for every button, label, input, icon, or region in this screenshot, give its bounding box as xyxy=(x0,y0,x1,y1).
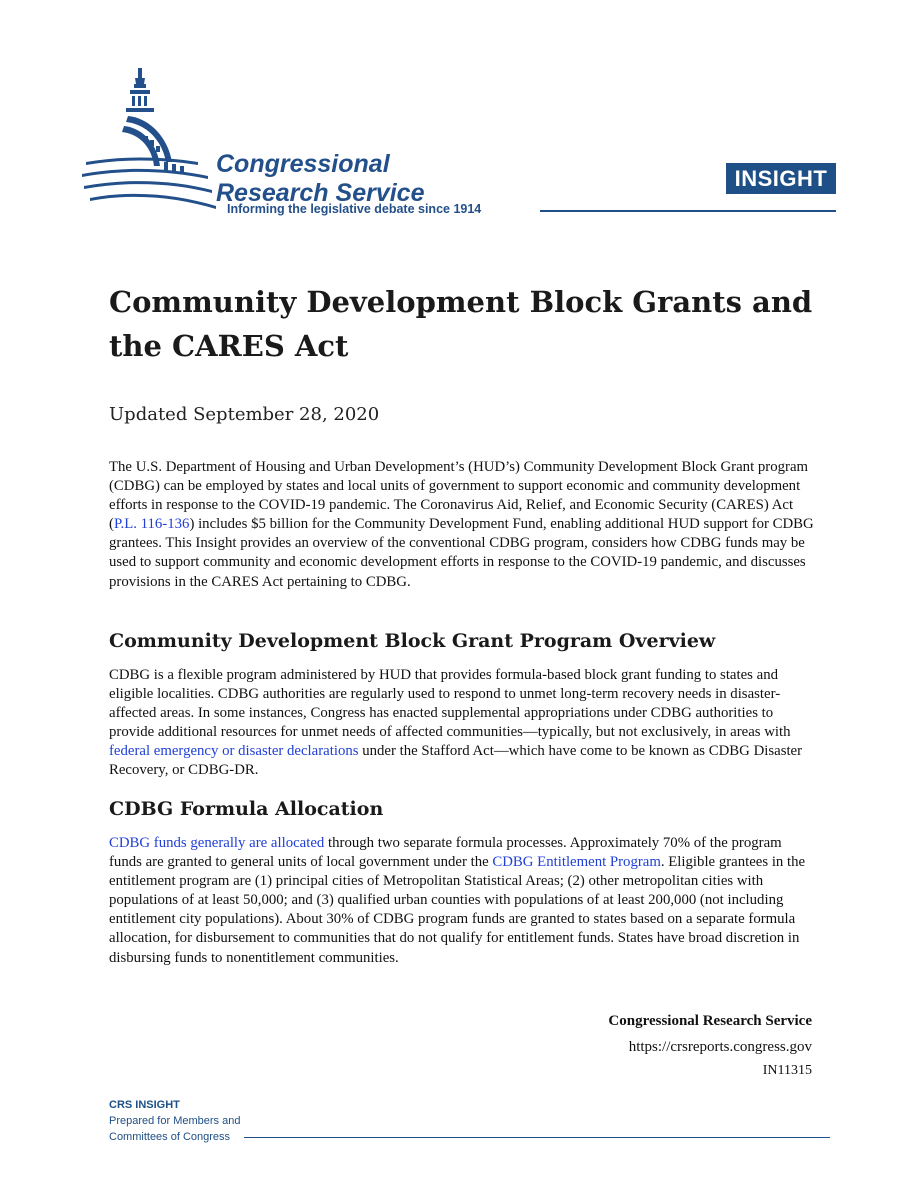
intro-text-2: ) includes $5 billion for the Community Development Fund, enabling additional HUD support for CDBG grantees. This Insight provides an overview of the conventional CDBG program, considers how CDBG funds may be used to support community and economic development efforts in response to the COVID-19 pandemic, and discusses provisions in the CARES Act pertaining to CDBG. xyxy=(109,516,814,590)
updated-date: Updated September 28, 2020 xyxy=(109,404,380,425)
overview-text-2: under the Stafford Act—which have come to be known as CDBG Disaster Recovery, or CDBG-DR. xyxy=(109,743,803,779)
footer-org: Congressional Research Service xyxy=(608,1013,812,1029)
report-id: IN11315 xyxy=(762,1063,812,1078)
intro-paragraph xyxy=(109,458,814,592)
prepared-for-line: Prepared for Members and xyxy=(109,1115,241,1127)
page-title: Community Development Block Grants and the CARES Act xyxy=(109,285,813,363)
org-name-line2: Research Service xyxy=(216,179,425,207)
section-heading-overview: Community Development Block Grant Program Overview xyxy=(109,630,716,652)
footer-divider xyxy=(244,1137,830,1138)
disaster-declarations-link[interactable]: federal emergency or disaster declarations xyxy=(109,743,359,760)
org-name-line1: Congressional xyxy=(216,150,390,178)
formula-text-1: through two separate formula processes. Approximately 70% of the program funds are granted to general units of local government under the xyxy=(109,835,782,871)
org-name xyxy=(216,150,424,208)
capitol-dome-icon xyxy=(80,66,220,226)
tagline: Informing the legislative debate since 1914 xyxy=(227,202,482,216)
section-heading-formula: CDBG Formula Allocation xyxy=(109,798,384,820)
formula-text-2: . Eligible grantees in the entitlement program are (1) principal cities of Metropolitan Statistical Areas; (2) other metropolitan cities with populations of at least 50,000; and (3) qualified urban counties with populations of at least 200,000 (not including entitlement city populations). About 30% of CDBG program funds are granted to states based on a separate formula allocation, for disbursement to communities that do not qualify for entitlement funds. States have broad discretion in disbursing funds to nonentitlement communities. xyxy=(109,854,806,966)
cdbg-funds-allocated-link[interactable]: CDBG funds generally are allocated xyxy=(109,835,325,851)
overview-text-1: CDBG is a flexible program administered by HUD that provides formula-based block grant funding to states and eligible localities. CDBG authorities are regularly used to respond to unmet long-term recovery needs in disaster-affected areas. In some instances, Congress has enacted supplemental appropriations under CDBG authorities to provide additional resources for unmet needs of affected communities—typically, but not exclusively, in areas with xyxy=(109,667,791,741)
header-divider xyxy=(540,210,836,212)
cdbg-entitlement-program-link[interactable]: CDBG Entitlement Program xyxy=(492,854,661,871)
overview-paragraph xyxy=(109,666,814,781)
intro-text-1: The U.S. Department of Housing and Urban Development’s (HUD’s) Community Development Block Grant program (CDBG) can be employed by states and local units of government to support economic and community development efforts in response to the COVID-19 pandemic. The Coronavirus Aid, Relief, and Economic Security (CARES) Act ( xyxy=(109,459,809,533)
crs-insight-label: CRS INSIGHT xyxy=(109,1099,180,1111)
pl-116-136-link[interactable]: P.L. 116-136 xyxy=(113,516,190,533)
formula-paragraph xyxy=(109,834,814,968)
insight-badge: INSIGHT xyxy=(726,163,836,194)
committees-line: Committees of Congress xyxy=(109,1131,231,1143)
crs-logo xyxy=(80,66,540,226)
footer-url[interactable]: https://crsreports.congress.gov xyxy=(628,1039,812,1055)
